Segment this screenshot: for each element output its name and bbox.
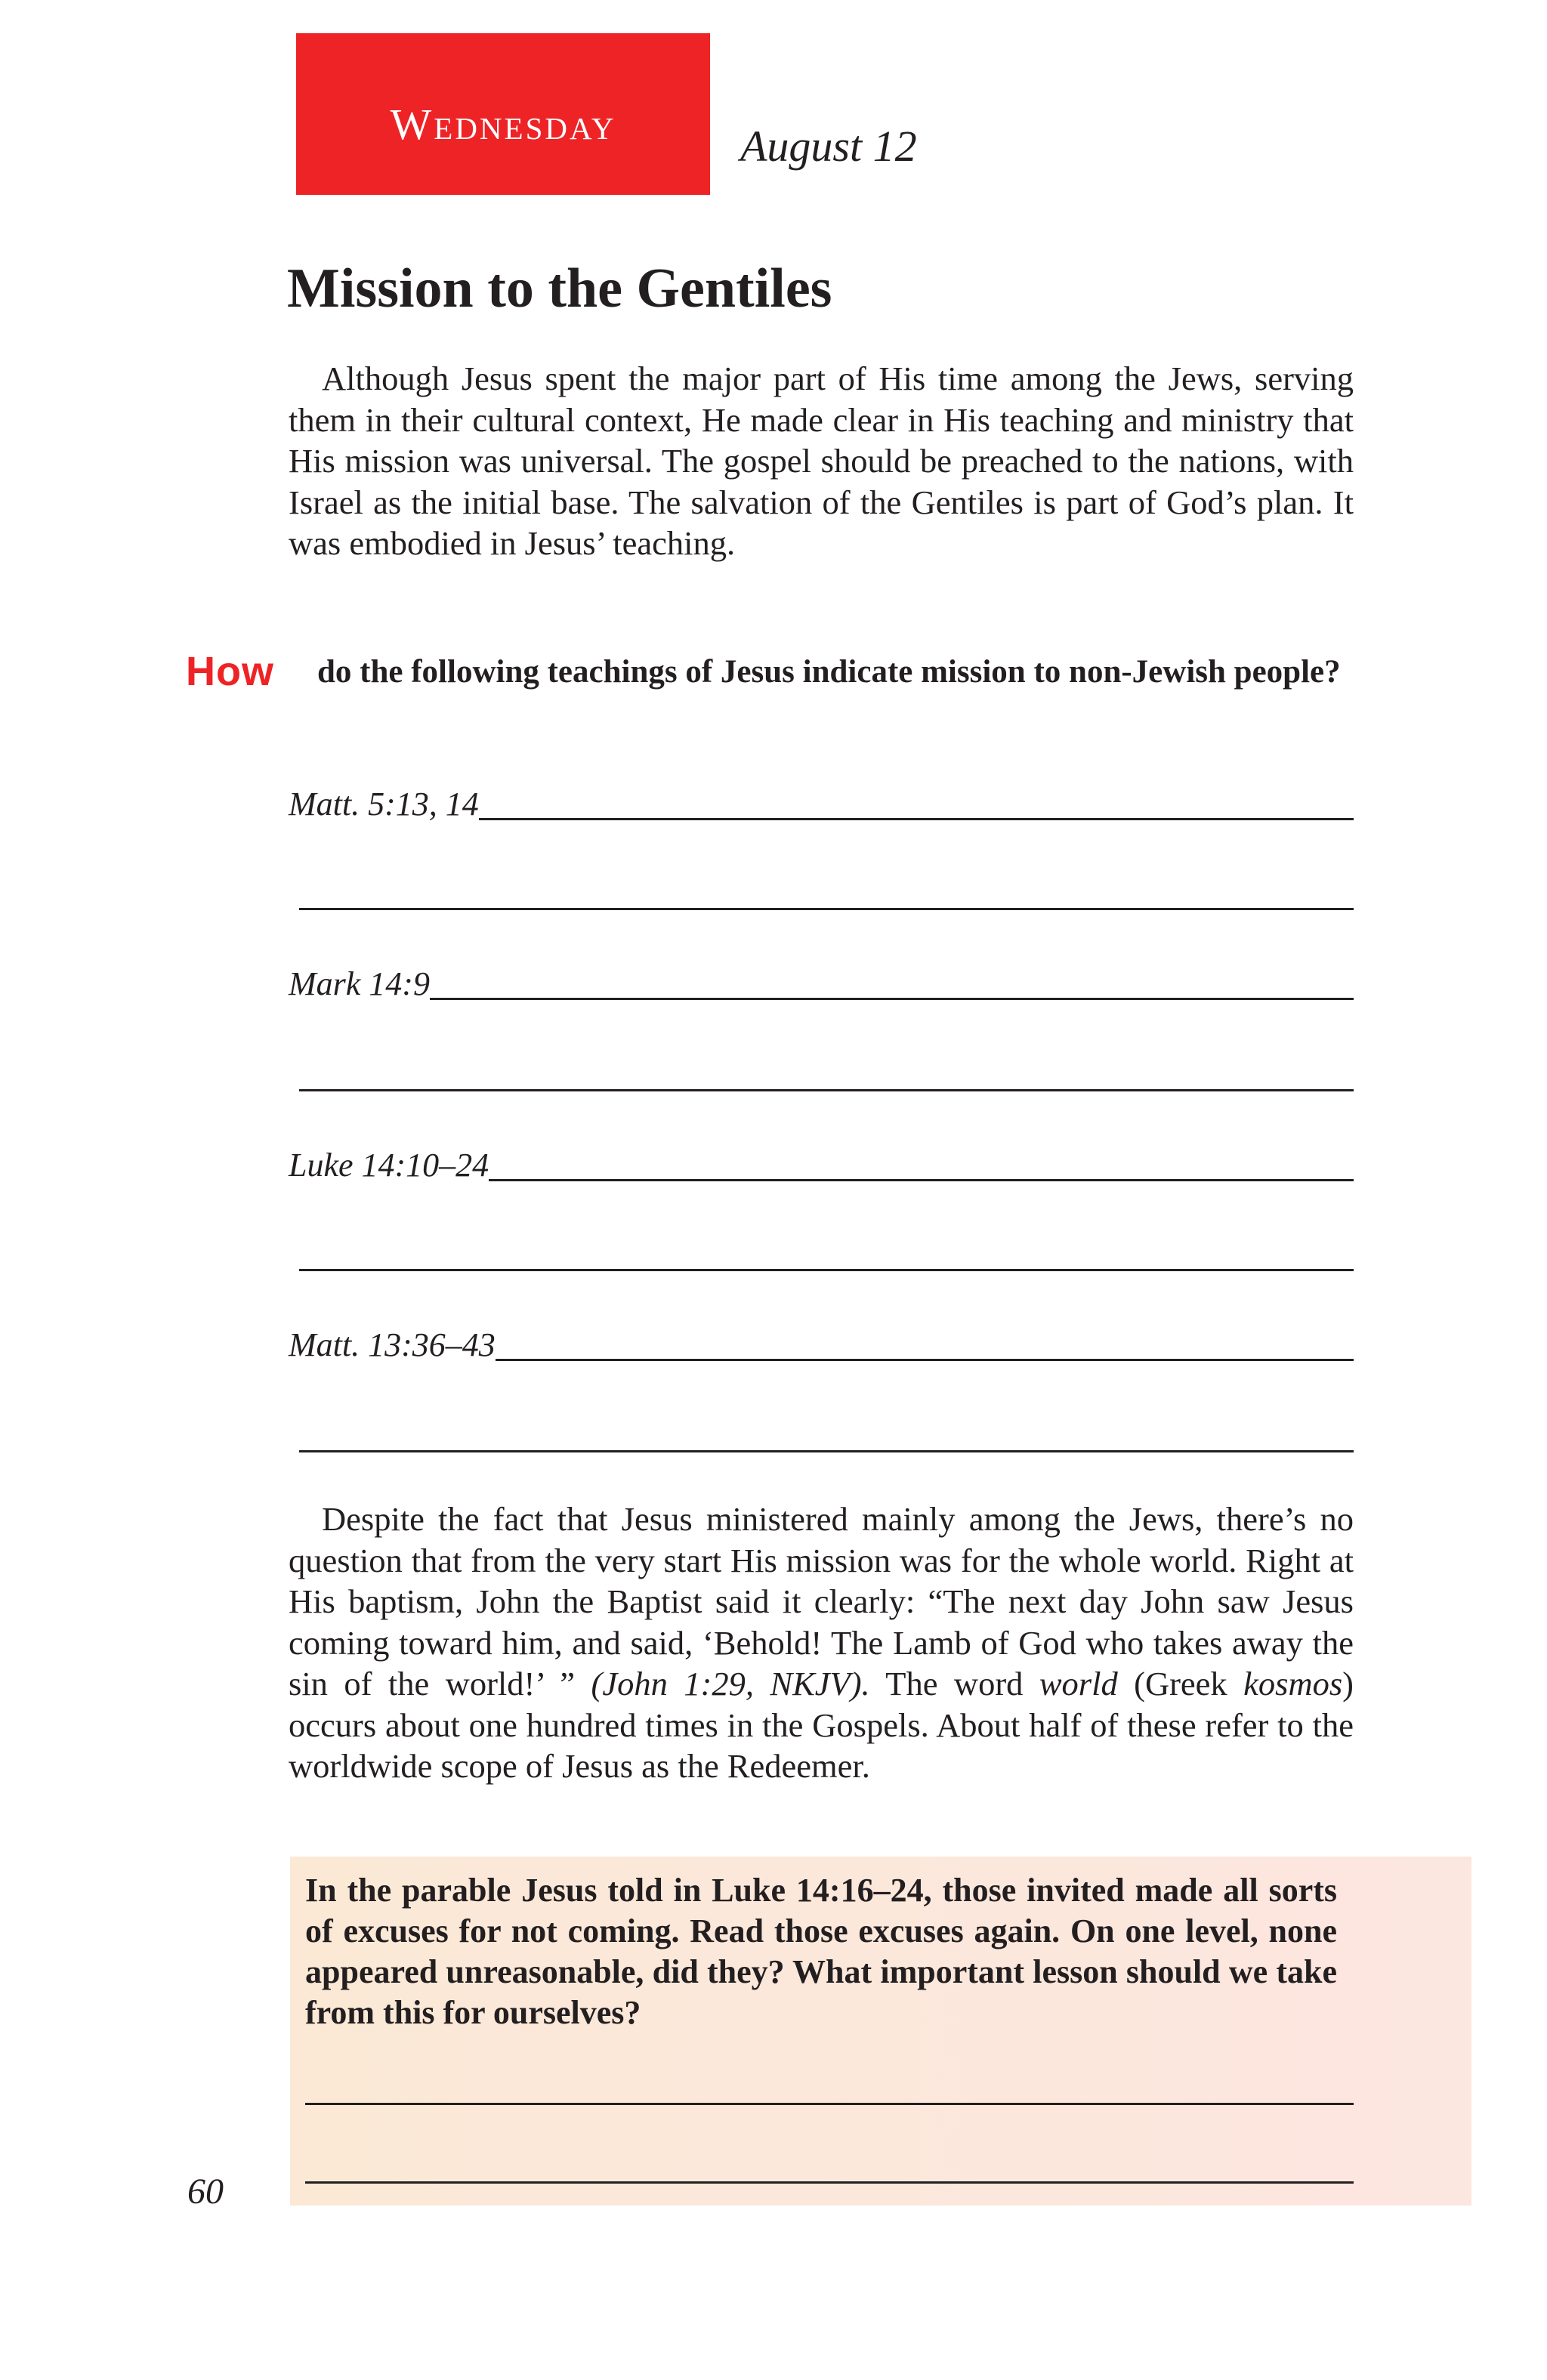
term-kosmos: kosmos [1243,1665,1343,1702]
lesson-title: Mission to the Gentiles [287,258,832,319]
answer-line[interactable] [489,1178,1354,1181]
body-text: The word [869,1665,1039,1702]
body-paragraph [289,1499,1354,1787]
day-label: Wednesday [390,99,616,149]
answer-line[interactable] [496,1358,1354,1361]
reference-label: Matt. 13:36–43 [289,1326,496,1363]
reference-row[interactable] [289,1147,1354,1184]
body-text: (Greek [1117,1665,1244,1702]
discussion-callout [290,1857,1471,2206]
answer-line[interactable] [305,2103,1354,2105]
body-text: ) occurs about one hundred times in the Gospels. About half of these refer to the worldwide scope of Jesus as the Redeemer. [289,1665,1354,1785]
question-label: How [186,649,274,694]
date-label: August 12 [740,122,917,171]
answer-line[interactable] [299,1450,1354,1452]
answer-line[interactable] [299,1269,1354,1271]
term-world: world [1039,1665,1118,1702]
reference-label: Luke 14:10–24 [289,1147,489,1184]
intro-paragraph: Although Jesus spent the major part of His time among the Jews, serving them in their cultural context, He made clear in His teaching and ministry that His mission was universal. The gospel should be preached to the nations, with Israel as the initial base. The salvation of the Gentiles is part of God’s plan. It was embodied in Jesus’ teaching. [289,360,1354,562]
body-text: Despite the fact that Jesus ministered mainly among the Jews, there’s no question that from the very start His mission was for the whole world. Right at His baptism, John the Baptist said it clearly: “The next day John saw Jesus coming toward him, and said, ‘Behold! The Lamb of God who takes away the sin of the world!’ ” [289,1500,1354,1702]
reference-label: Mark 14:9 [289,965,430,1002]
scripture-citation: (John 1:29, NKJV). [591,1665,870,1702]
page-number: 60 [187,2172,224,2212]
reference-row[interactable] [289,1326,1354,1364]
answer-line[interactable] [479,817,1354,820]
question-text: do the following teachings of Jesus indicate mission to non-Jewish people? [317,654,1341,690]
day-banner [296,33,710,195]
reference-row[interactable] [289,965,1354,1003]
reference-label: Matt. 5:13, 14 [289,786,479,823]
callout-text: In the parable Jesus told in Luke 14:16–24, those invited made all sorts of excuses for not coming. Read those excuses again. On one level, none appeared unreasonable, did they? What important lesson should we take from this for ourselves? [305,1872,1337,2031]
answer-line[interactable] [299,1089,1354,1091]
answer-line[interactable] [299,908,1354,910]
answer-line[interactable] [305,2181,1354,2184]
reference-row[interactable] [289,786,1354,823]
answer-line[interactable] [430,997,1354,1000]
